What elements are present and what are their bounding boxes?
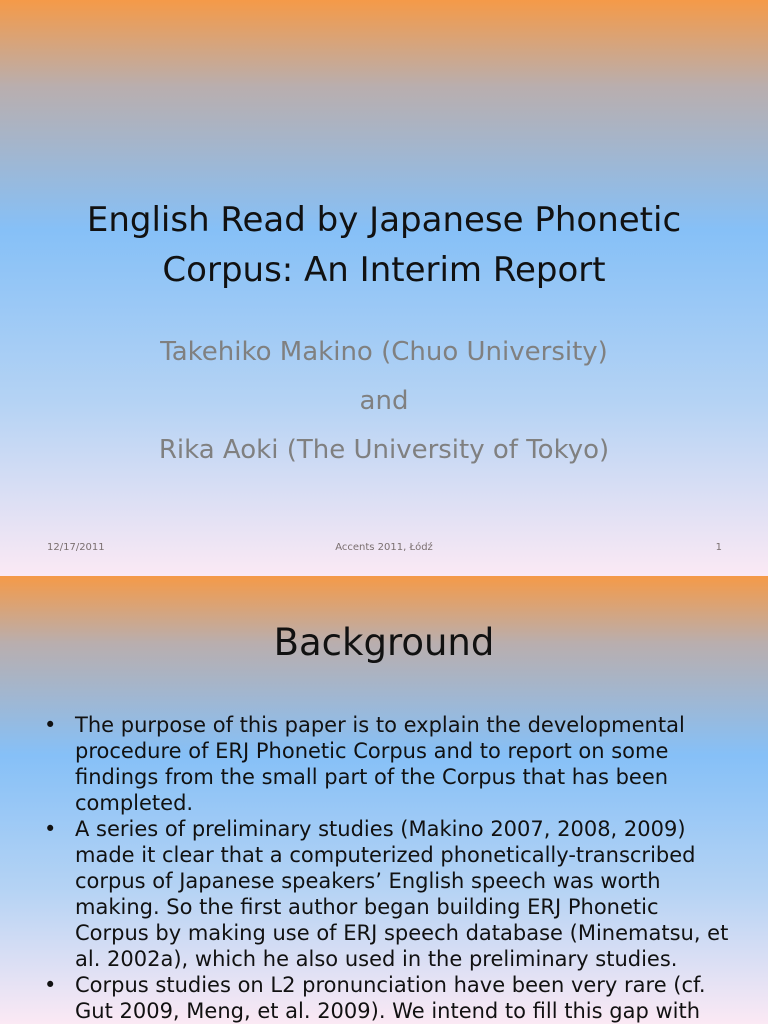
slide-title: Background xyxy=(273,621,495,664)
footer-page-number: 1 xyxy=(715,542,722,553)
bullet-item: • A series of preliminary studies (Makino 2007, 2008, 2009) made it clear that a computerized phonetically-transcribed corpus of Japanese speakers’ English speech was worth making. So the first author began building ERJ Phonetic Corpus by making use of ERJ speech database (Minematsu, et al. 2002a), which he also used in the preliminary studies. xyxy=(44,816,734,972)
slide-title xyxy=(40,195,728,295)
slide-subtitle xyxy=(40,332,728,479)
title-line-1: English Read by Japanese Phonetic xyxy=(86,200,682,240)
bullet-item: • Corpus studies on L2 pronunciation have been very rare (cf. Gut 2009, Meng, et al. 2009). We intend to fill this gap with xyxy=(44,972,734,1024)
bullet-list xyxy=(44,712,734,1024)
author-1: Takehiko Makino (Chuo University) xyxy=(160,337,608,367)
footer-date: 12/17/2011 xyxy=(47,542,105,553)
bullet-item: • The purpose of this paper is to explain the developmental procedure of ERJ Phonetic Corpus and to report on some findings from the small part of the Corpus that has been completed. xyxy=(44,712,734,816)
footer-conference: Accents 2011, Łódź xyxy=(335,542,433,553)
title-line-2: Corpus: An Interim Report xyxy=(162,250,606,290)
author-2: Rika Aoki (The University of Tokyo) xyxy=(158,435,610,465)
subtitle-and: and xyxy=(359,386,409,416)
background-slide xyxy=(0,576,768,1024)
